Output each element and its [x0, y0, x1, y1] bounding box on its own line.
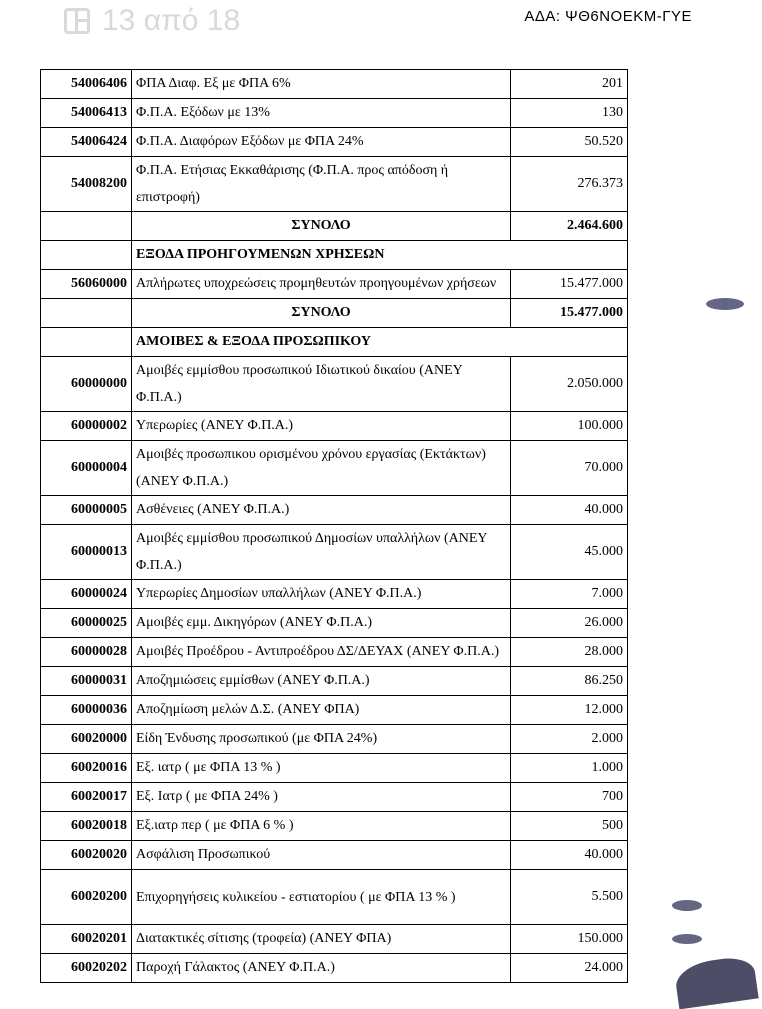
budget-table-body: [41, 70, 628, 983]
account-code: 60000024: [41, 580, 132, 609]
section-row: [41, 241, 628, 270]
account-code: 60000013: [41, 525, 132, 580]
budget-table: [40, 69, 628, 983]
account-amount: 86.250: [511, 667, 628, 696]
account-amount: 500: [511, 812, 628, 841]
account-code: 60020018: [41, 812, 132, 841]
account-code: 60020202: [41, 954, 132, 983]
account-amount: 1.000: [511, 754, 628, 783]
page-indicator: [64, 4, 240, 38]
empty-code-cell: [41, 212, 132, 241]
account-description: ΦΠΑ Διαφ. Εξ με ΦΠΑ 6%: [132, 70, 511, 99]
empty-code-cell: [41, 241, 132, 270]
account-code: 60020000: [41, 725, 132, 754]
top-bar: [0, 0, 762, 48]
account-description: Απλήρωτες υποχρεώσεις προμηθευτών προηγουμένων χρήσεων: [132, 270, 511, 299]
section-heading: ΕΞΟΔΑ ΠΡΟΗΓΟΥΜΕΝΩΝ ΧΡΗΣΕΩΝ: [132, 241, 628, 270]
account-description: Αποζημίωση μελών Δ.Σ. (ΑΝΕΥ ΦΠΑ): [132, 696, 511, 725]
table-row: [41, 841, 628, 870]
total-row: [41, 212, 628, 241]
empty-code-cell: [41, 328, 132, 357]
account-amount: 70.000: [511, 441, 628, 496]
account-code: 60000000: [41, 357, 132, 412]
account-description: Παροχή Γάλακτος (ΑΝΕΥ Φ.Π.Α.): [132, 954, 511, 983]
account-amount: 130: [511, 99, 628, 128]
account-amount: 40.000: [511, 841, 628, 870]
account-description: Ασθένειες (ΑΝΕΥ Φ.Π.Α.): [132, 496, 511, 525]
smudge-mark: [673, 955, 758, 1009]
total-amount: 2.464.600: [511, 212, 628, 241]
account-description: Αμοιβές Προέδρου - Αντιπροέδρου ΔΣ/ΔΕΥΑΧ (ΑΝΕΥ Φ.Π.Α.): [132, 638, 511, 667]
table-row: [41, 696, 628, 725]
account-description: Διατακτικές σίτισης (τροφεία) (ΑΝΕΥ ΦΠΑ): [132, 925, 511, 954]
account-code: 54006424: [41, 128, 132, 157]
total-amount: 15.477.000: [511, 299, 628, 328]
account-description: Φ.Π.Α. Ετήσιας Εκκαθάρισης (Φ.Π.Α. προς απόδοση ή επιστροφή): [132, 157, 511, 212]
account-amount: 201: [511, 70, 628, 99]
account-code: 54006406: [41, 70, 132, 99]
account-amount: 26.000: [511, 609, 628, 638]
table-row: [41, 128, 628, 157]
table-row: [41, 357, 628, 412]
account-amount: 700: [511, 783, 628, 812]
section-heading: ΑΜΟΙΒΕΣ & ΕΞΟΔΑ ΠΡΟΣΩΠΙΚΟΥ: [132, 328, 628, 357]
account-code: 60020017: [41, 783, 132, 812]
smudge-mark: [672, 900, 702, 911]
account-code: 60020016: [41, 754, 132, 783]
account-amount: 40.000: [511, 496, 628, 525]
account-amount: 7.000: [511, 580, 628, 609]
account-code: 60020020: [41, 841, 132, 870]
account-amount: 5.500: [511, 870, 628, 925]
total-row: [41, 299, 628, 328]
table-row: [41, 270, 628, 299]
page-indicator-text: 13 από 18: [102, 4, 241, 37]
account-code: 60000025: [41, 609, 132, 638]
account-description: Αμοιβές προσωπικου ορισμένου χρόνου εργασίας (Εκτάκτων) (ΑΝΕΥ Φ.Π.Α.): [132, 441, 511, 496]
section-row: [41, 328, 628, 357]
account-amount: 150.000: [511, 925, 628, 954]
ada-code: ΑΔΑ: ΨΘ6ΝΟΕΚΜ-ΓΥΕ: [524, 8, 692, 25]
table-row: [41, 783, 628, 812]
account-code: 60020201: [41, 925, 132, 954]
account-amount: 15.477.000: [511, 270, 628, 299]
account-amount: 276.373: [511, 157, 628, 212]
smudge-mark: [706, 298, 744, 310]
table-row: [41, 754, 628, 783]
account-code: 60000028: [41, 638, 132, 667]
account-description: Αμοιβές εμμίσθου προσωπικού Ιδιωτικού δικαίου (ΑΝΕΥ Φ.Π.Α.): [132, 357, 511, 412]
account-description: Ασφάλιση Προσωπικού: [132, 841, 511, 870]
table-row: [41, 99, 628, 128]
account-code: 54006413: [41, 99, 132, 128]
table-row: [41, 157, 628, 212]
account-description: Εξ.ιατρ περ ( με ΦΠΑ 6 % ): [132, 812, 511, 841]
smudge-mark: [672, 934, 702, 944]
account-description: Εξ. ιατρ ( με ΦΠΑ 13 % ): [132, 754, 511, 783]
account-amount: 2.050.000: [511, 357, 628, 412]
account-code: 60000036: [41, 696, 132, 725]
account-amount: 2.000: [511, 725, 628, 754]
table-row: [41, 70, 628, 99]
account-code: 54008200: [41, 157, 132, 212]
account-amount: 50.520: [511, 128, 628, 157]
account-description: Φ.Π.Α. Διαφόρων Εξόδων με ΦΠΑ 24%: [132, 128, 511, 157]
account-description: Αμοιβές εμμ. Δικηγόρων (ΑΝΕΥ Φ.Π.Α.): [132, 609, 511, 638]
account-description: Εξ. Ιατρ ( με ΦΠΑ 24% ): [132, 783, 511, 812]
account-description: Αμοιβές εμμίσθου προσωπικού Δημοσίων υπαλλήλων (ΑΝΕΥ Φ.Π.Α.): [132, 525, 511, 580]
account-amount: 24.000: [511, 954, 628, 983]
total-label: ΣΥΝΟΛΟ: [132, 212, 511, 241]
table-row: [41, 812, 628, 841]
account-code: 60020200: [41, 870, 132, 925]
account-description: Υπερωρίες (ΑΝΕΥ Φ.Π.Α.): [132, 412, 511, 441]
account-description: Υπερωρίες Δημοσίων υπαλλήλων (ΑΝΕΥ Φ.Π.Α.): [132, 580, 511, 609]
account-code: 56060000: [41, 270, 132, 299]
total-label: ΣΥΝΟΛΟ: [132, 299, 511, 328]
table-row: [41, 954, 628, 983]
account-code: 60000031: [41, 667, 132, 696]
account-description: Αποζημιώσεις εμμίσθων (ΑΝΕΥ Φ.Π.Α.): [132, 667, 511, 696]
account-amount: 28.000: [511, 638, 628, 667]
account-description: Επιχορηγήσεις κυλικείου - εστιατορίου ( με ΦΠΑ 13 % ): [132, 870, 511, 925]
table-row: [41, 638, 628, 667]
table-row: [41, 496, 628, 525]
account-amount: 45.000: [511, 525, 628, 580]
table-row: [41, 667, 628, 696]
table-row: [41, 412, 628, 441]
account-description: Φ.Π.Α. Εξόδων με 13%: [132, 99, 511, 128]
table-row: [41, 870, 628, 925]
table-row: [41, 609, 628, 638]
table-row: [41, 925, 628, 954]
account-amount: 12.000: [511, 696, 628, 725]
account-code: 60000004: [41, 441, 132, 496]
page-icon: [64, 8, 90, 34]
table-row: [41, 580, 628, 609]
table-row: [41, 725, 628, 754]
account-amount: 100.000: [511, 412, 628, 441]
empty-code-cell: [41, 299, 132, 328]
table-row: [41, 441, 628, 496]
table-row: [41, 525, 628, 580]
account-code: 60000005: [41, 496, 132, 525]
account-description: Είδη Ένδυσης προσωπικού (με ΦΠΑ 24%): [132, 725, 511, 754]
account-code: 60000002: [41, 412, 132, 441]
